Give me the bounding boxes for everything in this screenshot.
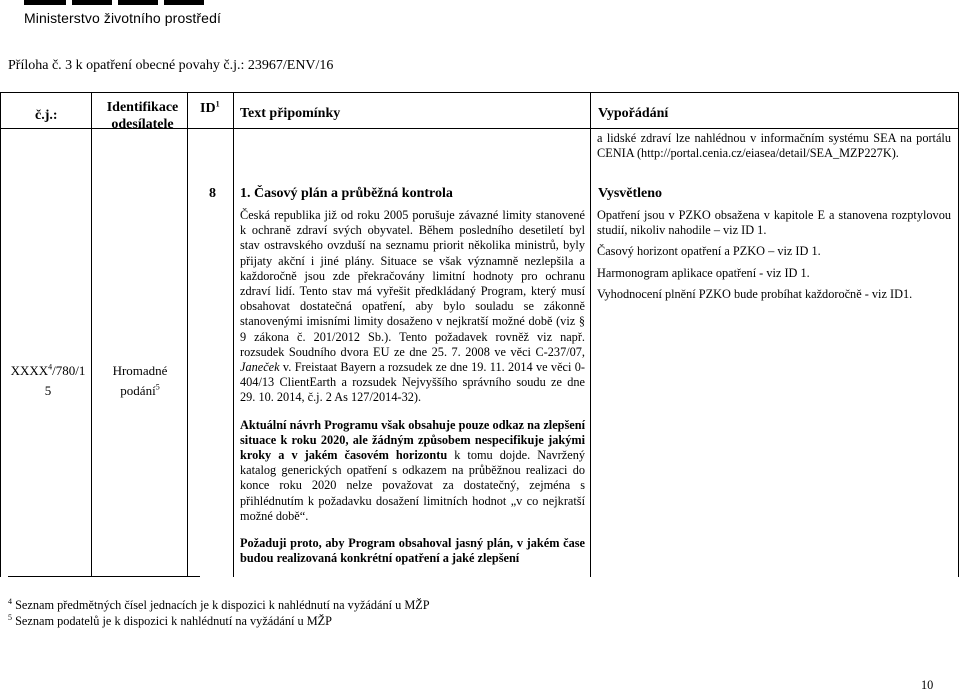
table-border-left — [0, 92, 1, 577]
col-header-id-footnote: 1 — [215, 99, 220, 109]
col-header-identification — [105, 99, 180, 133]
row-topic: 1. Časový plán a průběžná kontrola — [240, 186, 453, 201]
col-header-resolution: Vypořádání — [598, 106, 669, 121]
col-header-text: Text připomínky — [240, 106, 341, 121]
col-header-cj: č.j.: — [35, 108, 58, 123]
footnote-5: $^5$ Seznam podatelů je k dispozici k nahlédnutí na vyžádání u MŽP — [8, 612, 332, 628]
ministry-logo-bar — [24, 0, 204, 5]
table-border-top — [0, 92, 959, 93]
comment-paragraph-2: Aktuální návrh Programu však obsahuje pouze odkaz na zlepšení situace k roku 2020, ale žádným způsobem nespecifikuje jakými kroky a v jakém časovém horizontu k tomu dojde. Navržený katalog generických opatření s odkazem na průběžnou realizaci do konce roku 2020 nelze považovat za dostatečný, zejména s přihlédnutím k požadavku dosažení limitních hodnot „v co nejkratší možné době“. — [240, 417, 585, 523]
comment-text — [240, 208, 585, 566]
table-divider-2 — [187, 92, 188, 577]
col-header-identification-line2: odesílatele — [111, 117, 174, 132]
comment-paragraph-3: Požaduji proto, aby Program obsahoval jasný plán, v jakém čase budou realizovaná konkrétní opatření a jaké zlepšení — [240, 536, 585, 566]
footnote-separator — [8, 576, 200, 577]
page-number: 10 — [921, 678, 934, 692]
ministry-name: Ministerstvo životního prostředí — [24, 10, 221, 26]
col-header-identification-line1: Identifikace — [106, 100, 179, 115]
row-id: 8 — [209, 186, 216, 201]
resolution-text — [597, 208, 951, 302]
attachment-reference: Příloha č. 3 k opatření obecné povahy č.j.: 23967/ENV/16 — [8, 58, 334, 73]
row-sender: Hromadné podání$^5$ — [112, 363, 168, 398]
previous-resolution-text: a lidské zdraví lze nahlédnou v informačním systému SEA na portálu CENIA (http://portal.cenia.cz/eiasea/detail/SEA_MZP227K). — [597, 131, 951, 161]
resolution-paragraph-3: Harmonogram aplikace opatření - viz ID 1. — [597, 265, 810, 280]
table-divider-3 — [233, 92, 234, 577]
table-divider-1 — [91, 92, 92, 577]
row-status: Vysvětleno — [598, 186, 663, 201]
comment-paragraph-1: Česká republika již od roku 2005 porušuje závazné limity stanovené k ochraně zdraví svých obyvatel. Během posledního desetiletí byl stav ostravského ovzduší na seznamu priorit několika ministrů, byly přijaty akční i jiné plány. Situace se však významně nezlepšila a každoročně jsou zde překračovány limitní hodnoty pro ochranu zdraví lidí. Tento stav má vyřešit předkládaný Program, který musí obsahovat dostatečná opatření, aby bylo souladu se zákonně stanovenými imisními limity dosaženo v nejkratší možné době (viz § 9 zákona č. 201/2012 Sb.). Tento požadavek rovněž viz např. rozsudek Soudního dvora EU ze dne 25. 7. 2008 ve věci C-237/07, Janeček v. Freistaat Bayern a rozsudek ze dne 19. 11. 2014 ve věci 0-404/13 ClientEarth a rozsudek Nejvyššího správního soudu ze dne 29. 10. 2014, č.j. 2 As 127/2014-32). — [240, 208, 585, 405]
resolution-paragraph-1: Opatření jsou v PZKO obsažena v kapitole E a stanovena rozptylovou studií, nikoliv nahodile – viz ID 1. — [597, 208, 951, 238]
resolution-paragraph-2: Časový horizont opatření a PZKO – viz ID 1. — [597, 244, 821, 259]
row-cj: XXXX$^4$/780/1 5 — [10, 362, 86, 398]
footnote-4: $^4$ Seznam předmětných čísel jednacích je k dispozici k nahlédnutí na vyžádání u MŽP — [8, 596, 430, 612]
col-header-id: $ID^1$ — [200, 99, 220, 116]
table-border-right — [958, 92, 959, 577]
resolution-paragraph-4: Vyhodnocení plnění PZKO bude probíhat každoročně - viz ID1. — [597, 286, 913, 301]
table-divider-4 — [590, 92, 591, 577]
